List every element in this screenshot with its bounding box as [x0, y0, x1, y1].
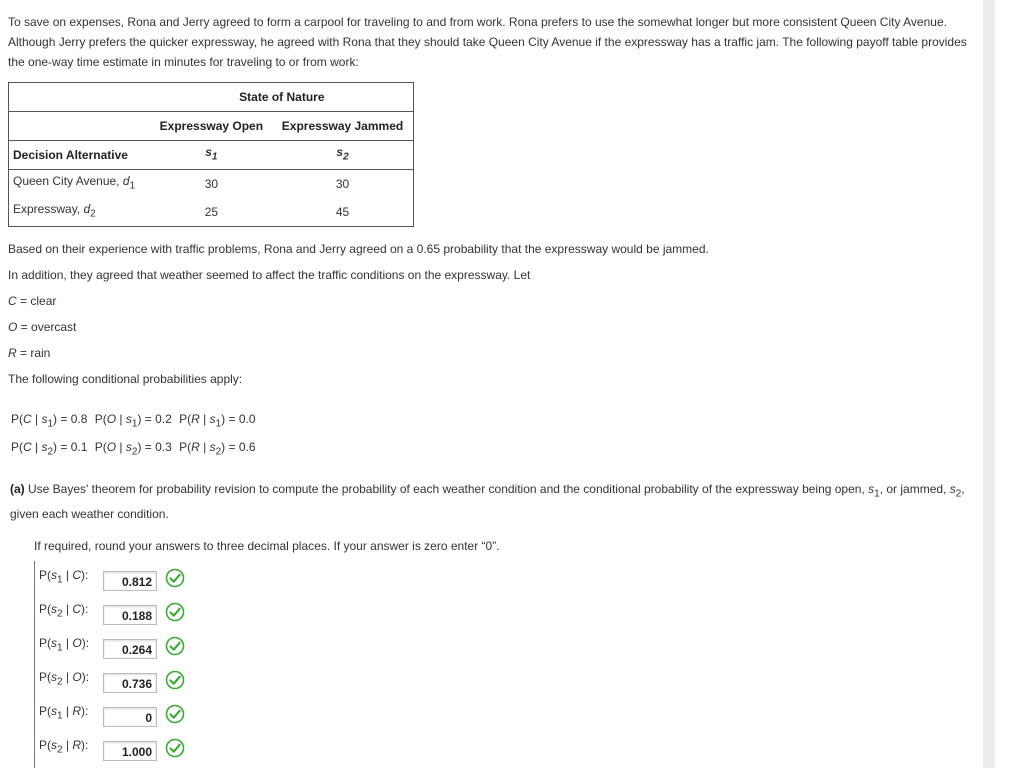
payoff-header-row-1: [9, 83, 414, 112]
cond-r-s1: P(R | $s_1) = 0.0$: [179, 412, 256, 430]
correct-check-icon: [165, 602, 185, 622]
answer-label: $P(s_2$ | O):: [39, 670, 90, 688]
payoff-table: [8, 82, 414, 227]
answer-row: [35, 699, 189, 733]
part-a: [8, 479, 973, 556]
problem-content: [8, 12, 973, 768]
answer-input-p-s2-o[interactable]: 0.736: [103, 673, 157, 693]
answer-row: [35, 563, 189, 597]
answer-row: [35, 597, 189, 631]
answer-input-p-s1-r[interactable]: 0: [103, 707, 157, 727]
correct-check-icon: [165, 738, 185, 758]
payoff-d1-s2: 30: [335, 177, 350, 191]
row-label-d1: Queen City Avenue, $d_1$: [13, 174, 136, 192]
expressway-jammed-header: Expressway Jammed: [272, 112, 413, 141]
cond-r-s2: P(R | $s_2) = 0.6$: [179, 440, 256, 458]
answer-input-p-s1-o[interactable]: 0.264: [103, 639, 157, 659]
part-a-text: Use Bayes' theorem for probability revision to compute the probability of each weather condition and the conditional probability of the expressway being open, $s_1$, or jammed, $s_2$, given each weather condition.: [10, 482, 965, 522]
s1-header: [151, 141, 272, 170]
answer-label: $P(s_2$ | C):: [39, 602, 89, 620]
s1-sym: $s_1$: [205, 145, 218, 163]
payoff-d2-s2: 45: [335, 205, 350, 219]
answer-label: $P(s_1$ | C):: [39, 568, 89, 586]
rounding-instruction: If required, round your answers to three decimal places. If your answer is zero enter “0”.: [34, 539, 500, 554]
answer-label: $P(s_2$ | R):: [39, 738, 89, 756]
conditional-row-s2: [11, 433, 973, 461]
payoff-header-row-3: [9, 141, 414, 170]
correct-check-icon: [165, 670, 185, 690]
jam-probability-paragraph: Based on their experience with traffic problems, Rona and Jerry agreed on a 0.65 probability that the expressway would be jammed.: [8, 242, 709, 256]
answer-label: $P(s_1$ | O):: [39, 636, 90, 654]
conditional-probabilities: [8, 405, 973, 461]
cond-c-s1: P(C | $s_1) = 0.8$: [11, 412, 88, 430]
cond-o-s2: P(O | $s_2) = 0.3$: [94, 440, 172, 458]
row-label-d2: Expressway, $d_2$: [13, 202, 96, 220]
s2-sym: $s_2$: [336, 145, 349, 163]
part-a-question: [8, 479, 973, 524]
state-of-nature-header: State of Nature: [151, 83, 414, 112]
conditional-intro: The following conditional probabilities apply:: [8, 372, 243, 386]
answer-input-p-s1-c[interactable]: 0.812: [103, 571, 157, 591]
definition-clear: C = clear: [8, 294, 57, 308]
correct-check-icon: [165, 568, 185, 588]
payoff-header-row-2: [9, 112, 414, 141]
correct-check-icon: [165, 704, 185, 724]
answer-panel: [34, 561, 189, 768]
definition-rain: R = rain: [8, 346, 51, 360]
cond-o-s1: P(O | $s_1) = 0.2$: [94, 412, 172, 430]
decision-alternative-header: Decision Alternative: [9, 141, 151, 170]
answer-row: [35, 733, 189, 767]
correct-check-icon: [165, 636, 185, 656]
answer-input-p-s2-r[interactable]: 1.000: [103, 741, 157, 761]
answer-label: $P(s_1$ | R):: [39, 704, 89, 722]
s2-header: [272, 141, 413, 170]
conditional-row-s1: [11, 405, 973, 433]
answer-input-p-s2-c[interactable]: 0.188: [103, 605, 157, 625]
expressway-open-header: Expressway Open: [151, 112, 272, 141]
weather-paragraph: In addition, they agreed that weather seemed to affect the traffic conditions on the expressway. Let: [8, 268, 531, 282]
payoff-row-d1: [9, 170, 414, 199]
payoff-d1-s1: 30: [204, 177, 219, 191]
answer-row: [35, 665, 189, 699]
payoff-d2-s1: 25: [204, 205, 219, 219]
vertical-scrollbar[interactable]: [983, 0, 995, 768]
answer-row: [35, 631, 189, 665]
definition-overcast: O = overcast: [8, 320, 77, 334]
cond-c-s2: P(C | $s_2) = 0.1$: [11, 440, 88, 458]
payoff-row-d2: [9, 198, 414, 227]
intro-paragraph: To save on expenses, Rona and Jerry agreed to form a carpool for traveling to and from work. Rona prefers to use the somewhat longer but more consistent Queen City Avenue. Although Jerry prefers the quicker expressway, he agreed with Rona that they should take Queen City Avenue if the expressway has a traffic jam. The following payoff table provides the one-way time estimate in minutes for traveling to or from work:: [8, 15, 967, 69]
part-a-label: (a): [10, 482, 25, 496]
